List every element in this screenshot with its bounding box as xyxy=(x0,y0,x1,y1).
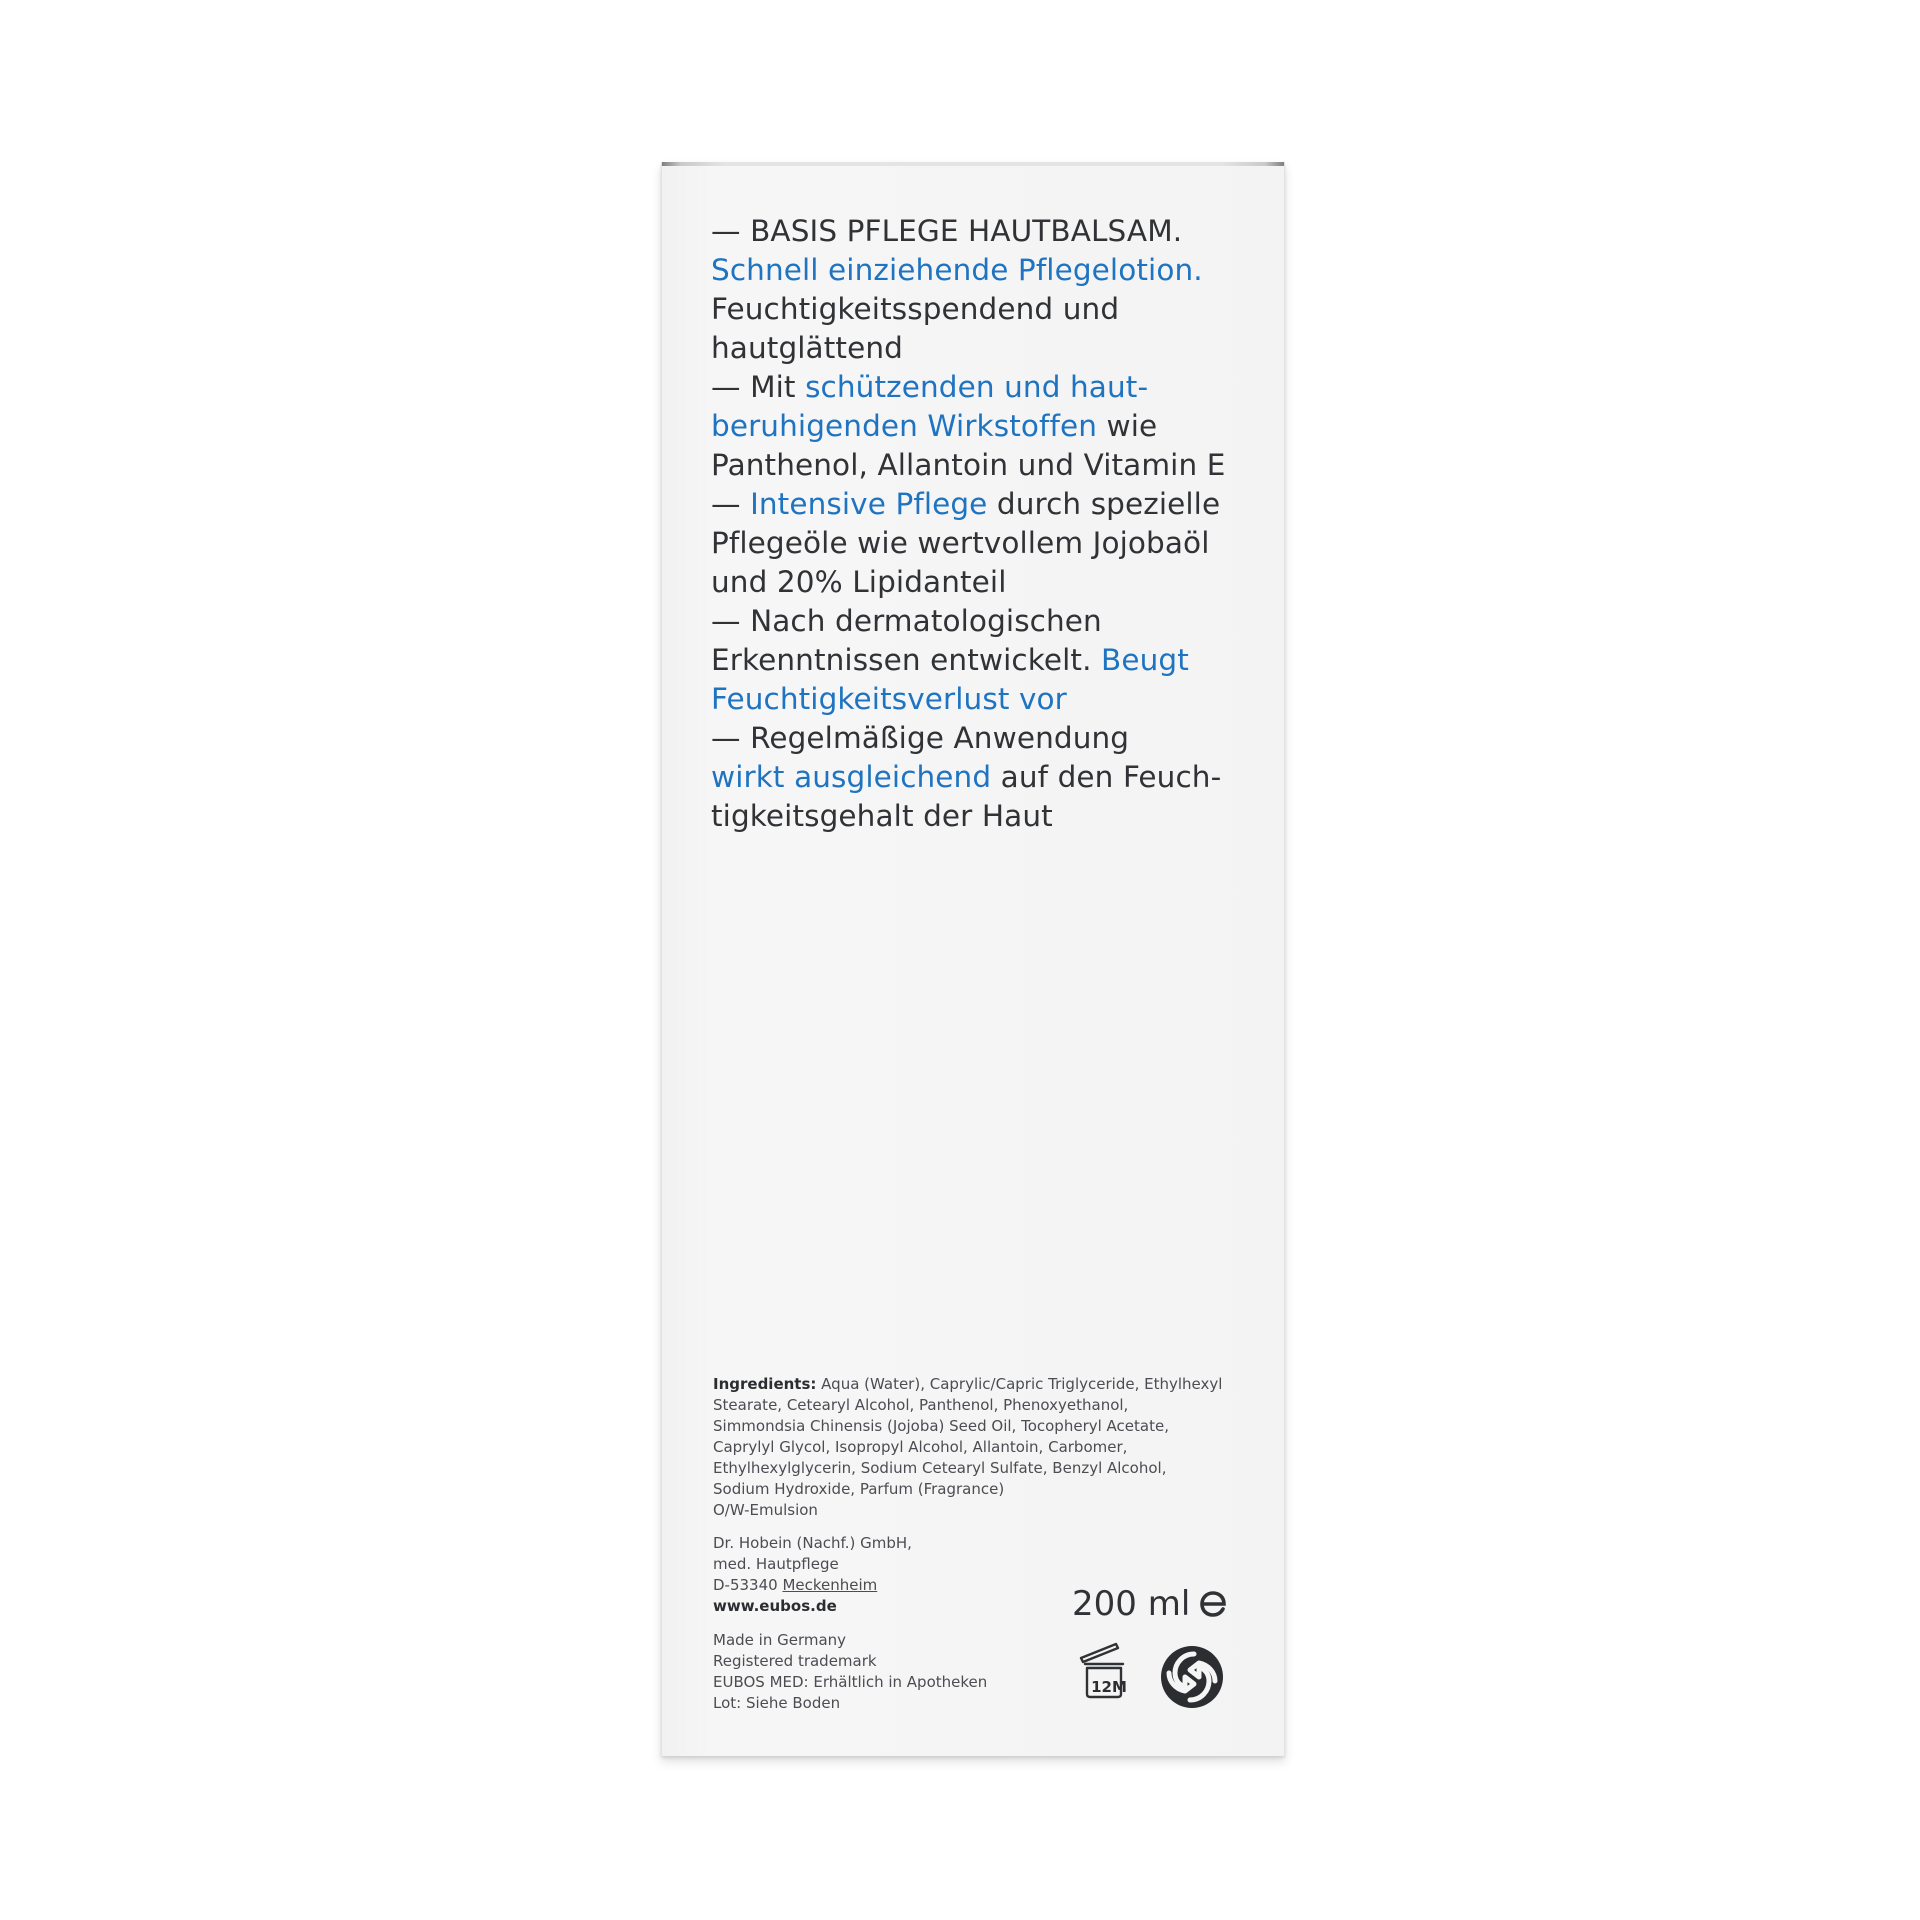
claim-highlight: Beugt xyxy=(1101,643,1189,677)
company-division: med. Hautpflege xyxy=(713,1555,839,1573)
city-name: Meckenheim xyxy=(782,1576,878,1594)
claim-text: wie xyxy=(1097,409,1158,443)
claim-text: durch spezielle xyxy=(987,487,1221,521)
claim-line xyxy=(711,758,1251,797)
volume-text: 200 ml xyxy=(1072,1584,1191,1624)
company-name: Dr. Hobein (Nachf.) GmbH, xyxy=(713,1534,912,1552)
claim-text: Erkenntnissen entwickelt. xyxy=(711,643,1102,677)
ingredients-line: Sodium Hydroxide, Parfum (Fragrance) xyxy=(713,1480,1005,1498)
claim-line: — Regelmäßige Anwendung xyxy=(711,721,1130,755)
claim-highlight: beruhigenden Wirkstoffen xyxy=(711,409,1098,443)
claim-line: Pflegeöle wie wertvollem Jojobaöl xyxy=(711,526,1210,560)
claim-line: hautglättend xyxy=(711,331,903,365)
website-link[interactable]: www.eubos.de xyxy=(713,1597,837,1615)
ingredients-line: Caprylyl Glycol, Isopropyl Alcohol, Allantoin, Carbomer, xyxy=(713,1438,1128,1456)
box-top-edge xyxy=(662,162,1284,166)
origin-text: Made in Germany xyxy=(713,1631,847,1649)
availability-text: EUBOS MED: Erhältlich in Apotheken xyxy=(713,1673,988,1691)
claim-line: tigkeitsgehalt der Haut xyxy=(711,799,1053,833)
emulsion-type: O/W-Emulsion xyxy=(713,1501,818,1519)
claim-text: auf den Feuch- xyxy=(991,760,1222,794)
ingredients-line: Stearate, Cetearyl Alcohol, Panthenol, Phenoxyethanol, xyxy=(713,1396,1129,1414)
ingredients-list xyxy=(713,1374,1233,1521)
lot-text: Lot: Siehe Boden xyxy=(713,1694,841,1712)
ingredients-label: Ingredients: xyxy=(713,1375,817,1393)
company-city xyxy=(713,1575,1073,1596)
claim-line: und 20% Lipidanteil xyxy=(711,565,1007,599)
claim-line: Panthenol, Allantoin und Vitamin E xyxy=(711,448,1226,482)
ingredients-line: Simmondsia Chinensis (Jojoba) Seed Oil, Tocopheryl Acetate, xyxy=(713,1417,1169,1435)
claim-line: Feuchtigkeitsspendend und xyxy=(711,292,1120,326)
claim-text: — xyxy=(711,487,751,521)
claim-highlight: schützenden und haut- xyxy=(805,370,1149,404)
claim-line xyxy=(711,407,1251,446)
ingredients-line xyxy=(713,1374,1233,1395)
claim-text: — Mit xyxy=(711,370,806,404)
product-box-back xyxy=(661,162,1285,1756)
claim-line xyxy=(711,368,1251,407)
pao-label: 12M xyxy=(1091,1678,1127,1696)
claim-highlight: Intensive Pflege xyxy=(750,487,988,521)
claim-line xyxy=(711,641,1251,680)
claim-line: Schnell einziehende Pflegelotion. xyxy=(711,253,1203,287)
legal-info xyxy=(713,1630,1073,1714)
claim-line: — BASIS PFLEGE HAUTBALSAM. xyxy=(711,214,1183,248)
estimated-sign-icon xyxy=(1198,1589,1228,1619)
trademark-text: Registered trademark xyxy=(713,1652,877,1670)
manufacturer-address xyxy=(713,1533,1073,1617)
green-dot-icon xyxy=(1159,1644,1225,1710)
claim-line: — Nach dermatologischen xyxy=(711,604,1102,638)
ingredients-text: Aqua (Water), Caprylic/Capric Triglyceride, Ethylhexyl xyxy=(816,1375,1223,1393)
ingredients-line: Ethylhexylglycerin, Sodium Cetearyl Sulfate, Benzyl Alcohol, xyxy=(713,1459,1167,1477)
postal-code: D-53340 xyxy=(713,1576,783,1594)
claim-line xyxy=(711,485,1251,524)
claim-highlight: wirkt ausgleichend xyxy=(711,760,992,794)
claim-line: Feuchtigkeitsverlust vor xyxy=(711,682,1067,716)
net-volume xyxy=(1072,1584,1228,1624)
product-claims xyxy=(711,212,1251,836)
